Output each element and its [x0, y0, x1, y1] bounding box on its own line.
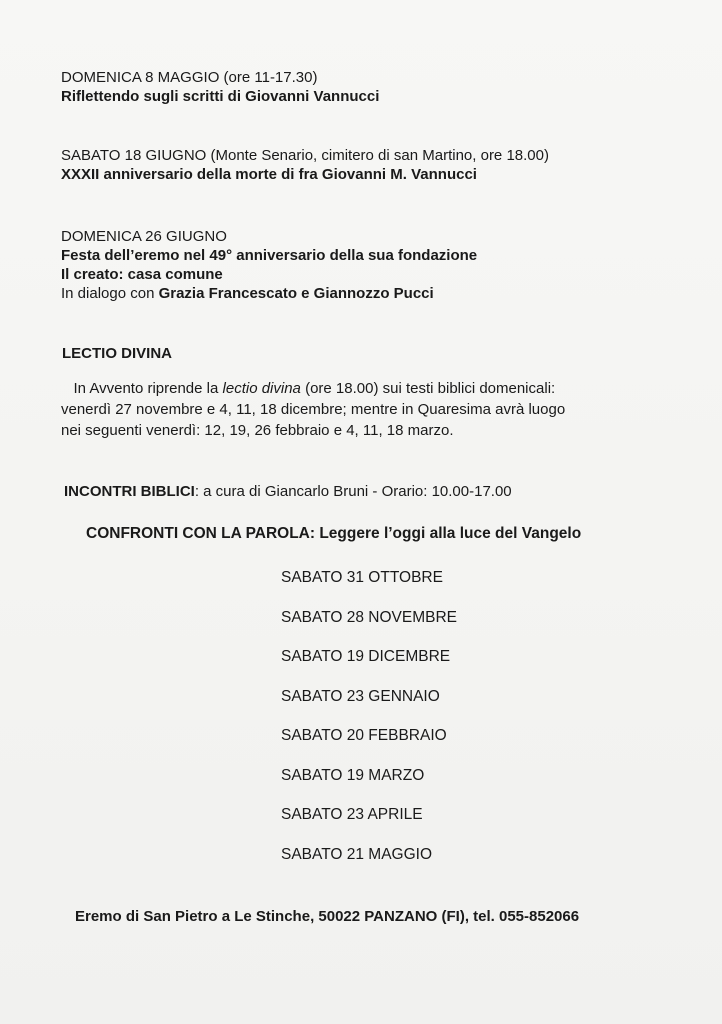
event-3-dialog	[61, 284, 477, 303]
lectio-line-1-post: (ore 18.00) sui testi biblici domenicali:	[305, 380, 556, 397]
confronti-date: SABATO 31 OTTOBRE	[281, 569, 443, 586]
lectio-line-2: venerdì 27 novembre e 4, 11, 18 dicembre; mentre in Quaresima avrà luogo	[61, 401, 566, 418]
event-3-dialog-prefix: In dialogo con	[61, 285, 155, 302]
incontri-text: : a cura di Giancarlo Bruni - Orario: 10.00-17.00	[194, 483, 512, 500]
footer-address: Eremo di San Pietro a Le Stinche, 50022 PANZANO (FI), tel. 055-852066	[75, 908, 580, 925]
incontri-biblici	[64, 483, 512, 500]
event-3-dialog-names: Grazia Francescato e Giannozzo Pucci	[158, 285, 434, 302]
event-1-date: DOMENICA 8 MAGGIO (ore 11-17.30)	[61, 69, 318, 86]
lectio-line-1-italic: lectio divina	[222, 380, 301, 397]
confronti-title: CONFRONTI CON LA PAROLA: Leggere l’oggi alla luce del Vangelo	[86, 525, 582, 542]
lectio-line-1	[61, 378, 681, 399]
confronti-date: SABATO 19 DICEMBRE	[281, 648, 451, 665]
confronti-date: SABATO 23 APRILE	[281, 806, 423, 823]
event-2	[61, 146, 549, 184]
confronti-dates	[281, 569, 457, 885]
incontri-label: INCONTRI BIBLICI	[64, 483, 195, 500]
event-3-date: DOMENICA 26 GIUGNO	[61, 228, 227, 245]
lectio-text	[61, 378, 681, 441]
event-1-title: Riflettendo sugli scritti di Giovanni Vannucci	[61, 88, 380, 105]
event-2-title: XXXII anniversario della morte di fra Giovanni M. Vannucci	[61, 166, 477, 183]
event-3	[61, 227, 477, 303]
confronti-date: SABATO 20 FEBBRAIO	[281, 727, 447, 744]
confronti-date: SABATO 23 GENNAIO	[281, 687, 440, 705]
confronti-date: SABATO 19 MARZO	[281, 766, 425, 784]
confronti-date: SABATO 21 MAGGIO	[281, 845, 433, 863]
lectio-line-1-pre: In Avvento riprende la	[73, 380, 219, 397]
event-2-date: SABATO 18 GIUGNO (Monte Senario, cimitero di san Martino, ore 18.00)	[61, 147, 549, 164]
lectio-title: LECTIO DIVINA	[62, 345, 173, 362]
lectio-line-3: nei seguenti venerdì: 12, 19, 26 febbraio e 4, 11, 18 marzo.	[61, 422, 454, 439]
event-1	[61, 68, 379, 106]
event-3-title: Festa dell’eremo nel 49° anniversario della sua fondazione	[61, 247, 478, 264]
confronti-date: SABATO 28 NOVEMBRE	[281, 608, 458, 626]
event-3-subtitle: Il creato: casa comune	[61, 266, 223, 283]
